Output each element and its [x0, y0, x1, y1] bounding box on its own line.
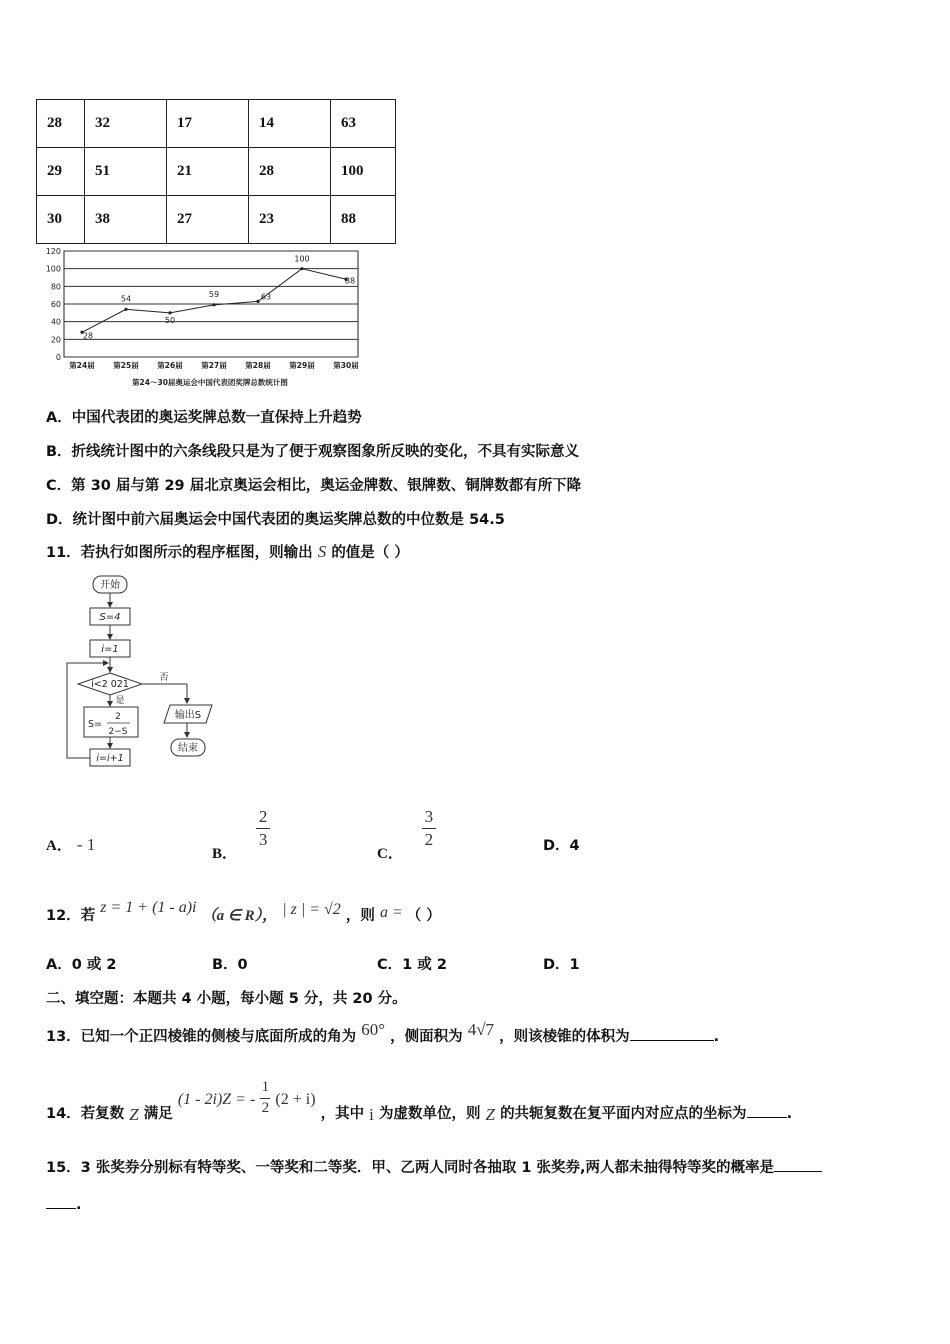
q11-option-a [46, 834, 95, 855]
q10-option-a: A．中国代表团的奥运奖牌总数一直保持上升趋势 [46, 410, 362, 426]
chart-x-tick-label: 第29届 [289, 361, 315, 370]
table-cell: 32 [85, 100, 167, 148]
table-cell: 23 [249, 196, 331, 244]
q14-z2: Z [485, 1105, 495, 1125]
flow-output-label: 输出S [174, 710, 202, 721]
q12-a-eq: a = [379, 904, 407, 921]
q12-stem [46, 899, 441, 925]
table-cell: 88 [331, 196, 396, 244]
q15-answer-blank[interactable] [774, 1157, 822, 1172]
flowchart [60, 572, 235, 782]
q12-equation: z = 1 + (1 - a)i [100, 899, 197, 916]
chart-title: 第24～30届奥运会中国代表团奖牌总数统计图 [132, 378, 288, 387]
chart-x-tick-label: 第24届 [69, 361, 95, 370]
q10-option-c: C．第 30 届与第 29 届北京奥运会相比，奥运金牌数、银牌数、铜牌数都有所下降 [46, 478, 582, 494]
q12-paren: （ ） [406, 908, 441, 924]
q13-answer-blank[interactable] [630, 1026, 714, 1041]
flow-init-i-label: i=1 [101, 644, 119, 655]
chart-data-point [124, 308, 127, 311]
q13-mid: ，侧面积为 [390, 1029, 463, 1045]
q11-option-c-denominator: 2 [424, 829, 434, 849]
q13-stem: 13．已知一个正四棱锥的侧棱与底面所成的角为 60° ，侧面积为 4√7 ，则该棱锥的体积为 . [46, 1020, 720, 1045]
q10-option-d: D．统计图中前六届奥运会中国代表团的奥运奖牌总数的中位数是 54.5 [46, 512, 505, 528]
q15-stem [46, 1156, 822, 1177]
q11-option-c-label: C． [377, 846, 403, 863]
flow-assign-denominator: 2−S [108, 727, 128, 737]
chart-data-label: 88 [344, 276, 356, 286]
chart-y-tick-label: 60 [50, 300, 61, 309]
q12-option-d: D．1 [543, 957, 580, 973]
q13-angle: 60° [361, 1020, 386, 1039]
q14-answer-blank[interactable] [747, 1103, 787, 1118]
chart-data-point [256, 300, 259, 303]
q11-option-a-value: - 1 [76, 835, 96, 854]
q12-option-b: B．0 [212, 957, 248, 973]
q12-option-a: A．0 或 2 [46, 957, 117, 973]
chart-y-tick-label: 40 [50, 317, 61, 327]
table-cell: 51 [85, 148, 167, 196]
q14-z1: Z [129, 1105, 139, 1125]
chart-x-tick-label: 第26届 [157, 361, 183, 370]
chart-y-tick-label: 20 [50, 335, 61, 345]
q11-option-c-numerator: 3 [424, 807, 434, 826]
chart-y-tick-label: 0 [55, 353, 61, 362]
chart-x-tick-label: 第30届 [333, 361, 359, 370]
chart-x-tick-label: 第25届 [113, 361, 139, 370]
q11-option-b-numerator: 2 [258, 807, 268, 826]
table-cell: 63 [331, 100, 396, 148]
chart-x-tick-label: 第28届 [245, 361, 271, 370]
table-row [37, 196, 396, 244]
q13-area: 4√7 [467, 1020, 495, 1039]
table-row [37, 100, 396, 148]
table-row [37, 148, 396, 196]
q11-option-a-label: A． [46, 838, 72, 854]
q14-t4: 的共轭复数在复平面内对应点的坐标为 [500, 1106, 747, 1123]
medal-line-chart [38, 243, 368, 391]
chart-data-point [300, 267, 303, 270]
q11-option-b-label: B． [212, 846, 238, 863]
flow-yes-label: 是 [115, 696, 125, 706]
chart-data-label: 63 [260, 292, 272, 302]
chart-y-tick-label: 120 [45, 247, 61, 256]
table-cell: 17 [167, 100, 249, 148]
table-cell: 100 [331, 148, 396, 196]
q11-option-d: D．4 [543, 838, 580, 854]
table-cell: 27 [167, 196, 249, 244]
q15-answer-blank-continued[interactable] [46, 1194, 76, 1209]
flow-assign-numerator: 2 [115, 712, 121, 722]
q14-prefix: 14．若复数 [46, 1106, 125, 1123]
chart-data-label: 50 [164, 315, 176, 325]
chart-x-tick-label: 第27届 [201, 361, 227, 370]
q14-stem: 14．若复数 Z 满足 (1 - 2i)Z = - $\frac{1}{2}$ (2 + i) ，其中 i 为虚数单位，则 Z 的共轭复数在复平面内对应点的坐标为 . [46, 1079, 793, 1125]
q11-option-b [212, 807, 270, 863]
chart-data-label: 28 [82, 331, 94, 341]
q14-t3: 为虚数单位，则 [378, 1106, 481, 1123]
flow-assign-prefix: S= [88, 719, 102, 730]
chart-data-label: 54 [120, 294, 132, 304]
q14-numerator: 1 [261, 1079, 270, 1095]
q12-modulus: | z | = √2 [282, 901, 341, 918]
chart-y-tick-label: 80 [50, 282, 61, 292]
q11-option-b-denominator: 3 [258, 829, 268, 849]
flow-increment-label: i=i+1 [96, 753, 124, 764]
q11-prefix: 11．若执行如图所示的程序框图，则输出 [46, 545, 313, 561]
q14-rhs: (2 + i) [275, 1091, 316, 1109]
chart-data-point [168, 311, 171, 314]
q14-i: i [369, 1105, 374, 1125]
q14-t1: 满足 [143, 1106, 173, 1123]
q15-stem-continued: . [46, 1194, 82, 1213]
q13-suffix: ，则该棱锥的体积为 [499, 1029, 630, 1045]
q10-option-b: B．折线统计图中的六条线段只是为了便于观察图象所反映的变化，不具有实际意义 [46, 444, 580, 460]
table-cell: 28 [37, 100, 85, 148]
table-cell: 21 [167, 148, 249, 196]
q14-denominator: 2 [261, 1099, 270, 1116]
q11-option-c [377, 807, 436, 863]
flow-start-label: 开始 [100, 580, 120, 591]
table-cell: 38 [85, 196, 167, 244]
q11-var: S [317, 542, 327, 561]
q15-text: 15．3 张奖券分别标有特等奖、一等奖和二等奖．甲、乙两人同时各抽取 1 张奖券,两人都未抽得特等奖的概率是 [46, 1160, 775, 1176]
q12-option-c: C．1 或 2 [377, 957, 447, 973]
table-cell: 29 [37, 148, 85, 196]
table-cell: 14 [249, 100, 331, 148]
flow-condition-label: i<2 021 [91, 679, 129, 690]
chart-data-label: 100 [294, 254, 310, 264]
q12-prefix: 12．若 [46, 908, 96, 924]
flow-end-label: 结束 [178, 743, 198, 754]
chart-data-point [212, 303, 215, 306]
flow-init-s-label: S=4 [99, 612, 121, 623]
q11-suffix: 的值是（ ） [331, 545, 409, 561]
q11-stem [46, 541, 409, 562]
q13-prefix: 13．已知一个正四棱锥的侧棱与底面所成的角为 [46, 1029, 357, 1045]
q12-condition: （a ∈ R）， [201, 908, 278, 924]
q14-lhs: (1 - 2i)Z = - [177, 1091, 256, 1109]
chart-data-label: 59 [208, 289, 220, 299]
q12-then: ，则 [345, 908, 375, 924]
q14-t2: ，其中 [320, 1106, 365, 1123]
table-cell: 30 [37, 196, 85, 244]
flow-no-label: 否 [159, 673, 169, 683]
medal-table [36, 99, 396, 244]
section-heading: 二、填空题：本题共 4 小题，每小题 5 分，共 20 分。 [46, 991, 407, 1007]
chart-y-tick-label: 100 [45, 264, 61, 274]
table-cell: 28 [249, 148, 331, 196]
